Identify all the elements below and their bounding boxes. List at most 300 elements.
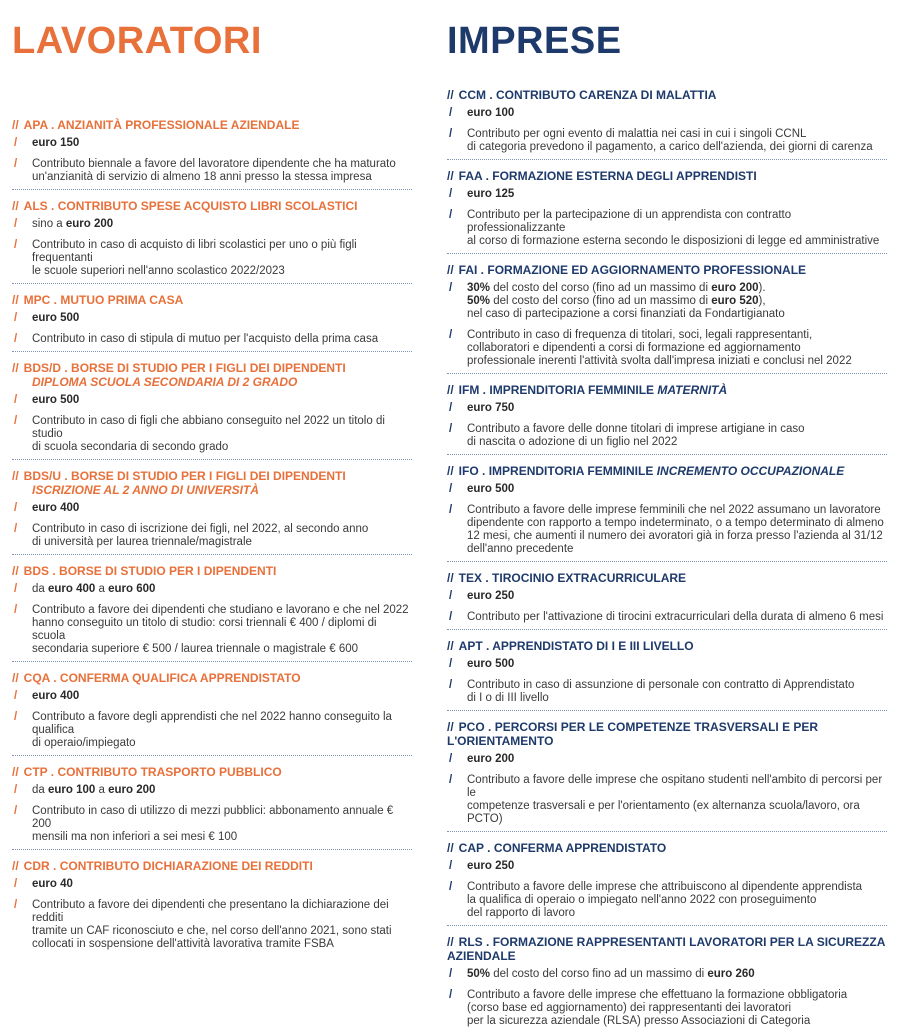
description-line: di categoria prevedono il pagamento, a carico dell'azienda, dei giorni di carenza: [467, 141, 873, 153]
double-slash-marker: //: [447, 263, 454, 277]
slash-marker: /: [449, 483, 453, 495]
amount-value: euro 200: [108, 784, 156, 796]
amount-line: [467, 282, 887, 295]
slash-marker: /: [449, 753, 453, 765]
amount-line: [467, 658, 887, 671]
benefit-entry: [12, 293, 412, 346]
entry-title: [12, 671, 412, 685]
entry-title: [447, 841, 887, 855]
amount-value: euro 500: [32, 394, 80, 406]
double-slash-marker: //: [12, 765, 19, 779]
description-line: Contributo in caso di acquisto di libri scolastici per uno o più figli frequentanti: [32, 239, 357, 264]
description-line: Contributo a favore degli apprendisti che nel 2022 hanno conseguito la qualifica: [32, 711, 392, 736]
entry-code: TEX: [458, 571, 483, 585]
slash-marker: /: [14, 137, 18, 149]
double-slash-marker: //: [12, 564, 19, 578]
entry-amount: [447, 188, 887, 201]
slash-marker: /: [449, 658, 453, 670]
dotted-divider: [447, 454, 887, 455]
entry-description: [447, 774, 887, 826]
amount-text: da: [32, 583, 48, 595]
entry-title: [447, 88, 887, 102]
amount-line: [467, 107, 887, 120]
code-separator: .: [47, 765, 58, 779]
entry-title: [447, 464, 887, 478]
amount-value: euro 400: [48, 583, 96, 595]
amount-line: [32, 784, 412, 797]
code-separator: .: [482, 571, 493, 585]
slash-marker: /: [449, 504, 453, 516]
entry-description: [12, 711, 412, 750]
entry-name: CONTRIBUTO TRASPORTO PUBBLICO: [57, 765, 282, 779]
entry-amount: [12, 312, 412, 325]
description-line: la qualifica di operaio o impiegato nell'anno 2022 con proseguimento: [467, 894, 817, 906]
entry-code: FAI: [458, 263, 478, 277]
amount-value: euro 400: [32, 502, 80, 514]
code-separator: .: [61, 361, 72, 375]
benefit-entry: [447, 935, 887, 1028]
entry-description: [12, 239, 412, 278]
entry-amount: [447, 658, 887, 671]
entry-amount: [447, 402, 887, 415]
entry-name: FORMAZIONE ED AGGIORNAMENTO PROFESSIONALE: [487, 263, 807, 277]
entry-description: [447, 504, 887, 556]
description-line: Contributo a favore dei dipendenti che studiano e lavorano e che nel 2022: [32, 604, 409, 616]
dotted-divider: [12, 849, 412, 850]
entry-description: [12, 899, 412, 951]
double-slash-marker: //: [12, 671, 19, 685]
double-slash-marker: //: [447, 88, 454, 102]
double-slash-marker: //: [447, 464, 454, 478]
entry-name: IMPRENDITORIA FEMMINILE: [488, 464, 654, 478]
description-line: collocati in sospensione dell'attività lavorativa tramite FSBA: [32, 938, 334, 950]
entry-description: [12, 158, 412, 184]
amount-text: a: [95, 784, 109, 796]
code-separator: .: [477, 263, 488, 277]
description-line: professionale inerenti l'attività svolta dall'impresa iniziati e conclusi nel 2022: [467, 355, 852, 367]
slash-marker: /: [14, 218, 18, 230]
entry-title: [447, 639, 887, 653]
companies-heading: IMPRESE: [447, 20, 622, 62]
entry-code: CDR: [23, 859, 50, 873]
description-line: Contributo in caso di stipula di mutuo per l'acquisto della prima casa: [32, 333, 379, 345]
dotted-divider: [12, 755, 412, 756]
amount-value: euro 260: [707, 968, 755, 980]
entry-name-italic: INCREMENTO OCCUPAZIONALE: [656, 464, 845, 478]
description-line: competenze trasversali e per l'orientamento (ex alternanza scuola/lavoro, ora PCTO): [467, 800, 860, 825]
benefit-entry: [447, 88, 887, 154]
entry-description: [12, 415, 412, 454]
dotted-divider: [12, 351, 412, 352]
amount-value: euro 250: [467, 860, 515, 872]
entry-title: [12, 293, 412, 307]
double-slash-marker: //: [447, 571, 454, 585]
description-line: mensili ma non inferiori a sei mesi € 100: [32, 831, 238, 843]
amount-line: [32, 583, 412, 596]
amount-text: sino a: [32, 218, 66, 230]
double-slash-marker: //: [12, 361, 19, 375]
description-line: Contributo a favore dei dipendenti che presentano la dichiarazione dei redditi: [32, 899, 389, 924]
amount-text: da: [32, 784, 48, 796]
code-separator: .: [482, 639, 493, 653]
amount-line: [32, 502, 412, 515]
amount-line: [467, 295, 887, 308]
entry-name: BORSE DI STUDIO PER I DIPENDENTI: [59, 564, 277, 578]
entry-code: APT: [458, 639, 483, 653]
slash-marker: /: [449, 128, 453, 140]
entry-amount: [12, 784, 412, 797]
entry-name-italic: MATERNITÀ: [657, 383, 728, 397]
entry-subtitle: ISCRIZIONE AL 2 ANNO DI UNIVERSITÀ: [32, 483, 259, 497]
dotted-divider: [447, 253, 887, 254]
description-line: collaboratori e dipendenti a corsi di formazione ed aggiornamento: [467, 342, 801, 354]
description-line: per la sicurezza aziendale (RLSA) presso Associazioni di Categoria: [467, 1015, 811, 1027]
code-separator: .: [47, 199, 58, 213]
description-line: di università per laurea triennale/magistrale: [32, 536, 252, 548]
description-line: Contributo per la partecipazione di un apprendista con contratto professionalizzante: [467, 209, 792, 234]
entry-name: CONFERMA APPRENDISTATO: [493, 841, 667, 855]
amount-value: euro 750: [467, 402, 515, 414]
dotted-divider: [12, 554, 412, 555]
slash-marker: /: [14, 394, 18, 406]
entry-amount: [12, 502, 412, 515]
code-separator: .: [49, 671, 60, 685]
double-slash-marker: //: [447, 383, 454, 397]
entry-name: TIROCINIO EXTRACURRICULARE: [492, 571, 687, 585]
amount-value: euro 200: [65, 218, 114, 230]
entry-name: BORSE DI STUDIO PER I FIGLI DEI DIPENDENTI: [71, 361, 346, 375]
entry-name: ANZIANITÀ PROFESSIONALE AZIENDALE: [57, 118, 300, 132]
code-separator: .: [479, 383, 490, 397]
description-line: di nascita o adozione di un figlio nel 2022: [467, 436, 678, 448]
description-line: secondaria superiore € 500 / laurea triennale o magistrale € 600: [32, 643, 359, 655]
amount-line: [32, 690, 412, 703]
entry-name: CONTRIBUTO SPESE ACQUISTO LIBRI SCOLASTICI: [57, 199, 358, 213]
amount-text: ).: [758, 282, 766, 294]
description-line: Contributo a favore delle imprese che effettuano la formazione obbligatoria: [467, 989, 848, 1001]
slash-marker: /: [14, 523, 18, 535]
amount-line: [467, 188, 887, 201]
amount-line: [467, 590, 887, 603]
entry-amount: [12, 690, 412, 703]
slash-marker: /: [449, 989, 453, 1001]
amount-text: nel caso di partecipazione a corsi finanziati da Fondartigianato: [467, 308, 785, 320]
dotted-divider: [447, 373, 887, 374]
amount-line: [32, 218, 412, 231]
entry-name: CONTRIBUTO DICHIARAZIONE DEI REDDITI: [59, 859, 313, 873]
amount-line: [467, 968, 887, 981]
entry-code: CAP: [458, 841, 484, 855]
amount-value: 30%: [467, 282, 491, 294]
entry-code: CTP: [23, 765, 48, 779]
entry-name: MUTUO PRIMA CASA: [60, 293, 184, 307]
benefit-entry: [447, 383, 887, 449]
entry-amount: [447, 107, 887, 120]
entry-title: [447, 383, 887, 397]
slash-marker: /: [14, 784, 18, 796]
code-separator: .: [49, 564, 60, 578]
entry-title: [447, 720, 887, 748]
slash-marker: /: [449, 968, 453, 980]
slash-marker: /: [14, 604, 18, 616]
description-line: 12 mesi, che aumenti il numero dei avoratori già in forza presso l'azienda al 31/12: [467, 530, 883, 542]
entry-name: APPRENDISTATO DI I E III LIVELLO: [492, 639, 694, 653]
description-line: di I o di III livello: [467, 692, 549, 704]
benefit-entry: [447, 464, 887, 556]
slash-marker: /: [449, 209, 453, 221]
description-line: dell'anno precedente: [467, 543, 574, 555]
amount-line: [32, 312, 412, 325]
amount-text: ),: [758, 295, 766, 307]
benefit-entry: [12, 859, 412, 951]
description-line: tramite un CAF riconosciuto e che, nel corso dell'anno 2021, sono stati: [32, 925, 392, 937]
description-line: Contributo per ogni evento di malattia nei casi in cui i singoli CCNL: [467, 128, 807, 140]
entry-title: [447, 263, 887, 277]
description-line: Contributo in caso di assunzione di personale con contratto di Apprendistato: [467, 679, 855, 691]
slash-marker: /: [449, 282, 453, 294]
entry-amount: [447, 753, 887, 766]
entry-description: [447, 128, 887, 154]
code-separator: .: [482, 935, 493, 949]
code-separator: .: [478, 464, 489, 478]
dotted-divider: [12, 459, 412, 460]
double-slash-marker: //: [12, 199, 19, 213]
entry-code: BDS: [23, 564, 50, 578]
code-separator: .: [61, 469, 72, 483]
slash-marker: /: [14, 805, 18, 817]
slash-marker: /: [14, 583, 18, 595]
benefit-entry: [12, 118, 412, 184]
amount-value: euro 100: [48, 784, 96, 796]
workers-heading: LAVORATORI: [12, 20, 262, 62]
benefit-entry: [447, 169, 887, 248]
code-separator: .: [482, 169, 493, 183]
entry-description: [12, 333, 412, 346]
slash-marker: /: [14, 899, 18, 911]
description-line: Contributo in caso di utilizzo di mezzi pubblici: abbonamento annuale € 200: [32, 805, 394, 830]
benefit-entry: [12, 765, 412, 844]
benefit-entry: [447, 841, 887, 920]
description-line: di scuola secondaria di secondo grado: [32, 441, 229, 453]
benefit-entry: [12, 469, 412, 549]
dotted-divider: [12, 661, 412, 662]
benefit-entry: [12, 671, 412, 750]
benefit-entry: [447, 263, 887, 368]
double-slash-marker: //: [12, 293, 19, 307]
amount-line: [32, 394, 412, 407]
amount-line: [32, 878, 412, 891]
benefit-entry: [12, 564, 412, 656]
benefit-entry: [12, 361, 412, 454]
slash-marker: /: [14, 711, 18, 723]
description-line: hanno conseguito un titolo di studio: corsi triennali € 400 / diplomi di scuola: [32, 617, 377, 642]
dotted-divider: [12, 283, 412, 284]
entry-description: [12, 604, 412, 656]
amount-line: [32, 137, 412, 150]
benefit-entry: [447, 639, 887, 705]
slash-marker: /: [449, 774, 453, 786]
entry-code: APA: [23, 118, 48, 132]
workers-entry-list: [12, 118, 412, 951]
description-line: un'anzianità di servizio di almeno 18 anni presso la stessa impresa: [32, 171, 372, 183]
description-line: Contributo a favore delle imprese femminili che nel 2022 assumano un lavoratore: [467, 504, 881, 516]
entry-name: CONTRIBUTO CARENZA DI MALATTIA: [496, 88, 717, 102]
entry-amount: [12, 878, 412, 891]
entry-code: BDS/D: [23, 361, 62, 375]
slash-marker: /: [449, 611, 453, 623]
amount-value: euro 600: [108, 583, 156, 595]
entry-description: [447, 679, 887, 705]
slash-marker: /: [449, 860, 453, 872]
entry-amount: [12, 394, 412, 407]
description-line: Contributo per l'attivazione di tirocini extracurriculari della durata di almeno 6 mesi: [467, 611, 884, 623]
double-slash-marker: //: [447, 935, 454, 949]
description-line: al corso di formazione esterna secondo le disposizioni di legge ed amministrative: [467, 235, 880, 247]
entry-amount: [12, 137, 412, 150]
description-line: del rapporto di lavoro: [467, 907, 576, 919]
benefit-entry: [447, 720, 887, 826]
slash-marker: /: [14, 415, 18, 427]
entry-code: RLS: [458, 935, 483, 949]
description-line: le scuole superiori nell'anno scolastico 2022/2023: [32, 265, 285, 277]
dotted-divider: [12, 189, 412, 190]
companies-entry-list: [447, 88, 887, 1028]
description-line: (corso base ed aggiornamento) dei rappresentanti dei lavoratori: [467, 1002, 792, 1014]
entry-title: [12, 361, 412, 389]
slash-marker: /: [14, 690, 18, 702]
amount-text: del costo del corso fino ad un massimo di: [490, 968, 708, 980]
entry-code: CQA: [23, 671, 50, 685]
double-slash-marker: //: [447, 169, 454, 183]
entry-code: MPC: [23, 293, 51, 307]
dotted-divider: [447, 629, 887, 630]
entry-title: [12, 118, 412, 132]
description-line: Contributo in caso di figli che abbiano conseguito nel 2022 un titolo di studio: [32, 415, 385, 440]
slash-marker: /: [14, 878, 18, 890]
entry-title: [447, 169, 887, 183]
slash-marker: /: [14, 158, 18, 170]
benefit-entry: [12, 199, 412, 278]
code-separator: .: [47, 118, 58, 132]
entry-description: [447, 881, 887, 920]
entry-title: [447, 571, 887, 585]
entry-name: CONFERMA QUALIFICA APPRENDISTATO: [59, 671, 301, 685]
entry-title: [12, 564, 412, 578]
double-slash-marker: //: [12, 118, 19, 132]
dotted-divider: [447, 925, 887, 926]
amount-value: euro 100: [467, 107, 515, 119]
slash-marker: /: [449, 881, 453, 893]
amount-text: a: [95, 583, 109, 595]
description-line: Contributo biennale a favore del lavoratore dipendente che ha maturato: [32, 158, 396, 170]
slash-marker: /: [449, 679, 453, 691]
entry-title: [12, 765, 412, 779]
entry-description: [447, 989, 887, 1028]
slash-marker: /: [449, 188, 453, 200]
slash-marker: /: [449, 402, 453, 414]
entry-description: [12, 805, 412, 844]
entry-amount: [447, 968, 887, 981]
amount-value: euro 500: [467, 658, 515, 670]
amount-value: euro 250: [467, 590, 515, 602]
description-line: di operaio/impiegato: [32, 737, 136, 749]
amount-value: euro 500: [467, 483, 515, 495]
entry-code: BDS/U: [23, 469, 62, 483]
amount-line: [467, 483, 887, 496]
description-line: Contributo a favore delle imprese che ospitano studenti nell'ambito di percorsi per le: [467, 774, 883, 799]
description-line: Contributo in caso di iscrizione dei figli, nel 2022, al secondo anno: [32, 523, 369, 535]
double-slash-marker: //: [447, 639, 454, 653]
entry-name: BORSE DI STUDIO PER I FIGLI DEI DIPENDENTI: [71, 469, 346, 483]
entry-title: [447, 935, 887, 963]
dotted-divider: [447, 159, 887, 160]
entry-code: IFO: [458, 464, 479, 478]
entry-name: IMPRENDITORIA FEMMINILE: [489, 383, 655, 397]
description-line: Contributo a favore delle donne titolari di imprese artigiane in caso: [467, 423, 805, 435]
entry-description: [447, 611, 887, 624]
slash-marker: /: [14, 239, 18, 251]
benefit-entry: [447, 571, 887, 624]
entry-amount: [447, 860, 887, 873]
slash-marker: /: [449, 423, 453, 435]
double-slash-marker: //: [447, 720, 454, 734]
slash-marker: /: [14, 312, 18, 324]
amount-value: euro 400: [32, 690, 80, 702]
amount-line: [467, 402, 887, 415]
entry-description: [12, 523, 412, 549]
entry-code: IFM: [458, 383, 480, 397]
entry-code: ALS: [23, 199, 48, 213]
entry-title: [12, 859, 412, 873]
slash-marker: /: [14, 502, 18, 514]
amount-value: euro 200: [467, 753, 515, 765]
slash-marker: /: [14, 333, 18, 345]
code-separator: .: [50, 293, 61, 307]
entry-name: FORMAZIONE ESTERNA DEGLI APPRENDISTI: [492, 169, 757, 183]
amount-value: euro 150: [32, 137, 80, 149]
amount-value: euro 40: [32, 878, 73, 890]
dotted-divider: [447, 710, 887, 711]
amount-text: del costo del corso (fino ad un massimo di: [490, 282, 712, 294]
entry-subtitle: DIPLOMA SCUOLA SECONDARIA DI 2 GRADO: [32, 375, 298, 389]
amount-value: euro 200: [711, 282, 759, 294]
amount-value: euro 500: [32, 312, 80, 324]
dotted-divider: [447, 831, 887, 832]
entry-description: [447, 423, 887, 449]
amount-line: [467, 308, 887, 321]
entry-description: [447, 329, 887, 368]
dotted-divider: [447, 561, 887, 562]
slash-marker: /: [449, 590, 453, 602]
entry-description: [447, 209, 887, 248]
entry-title: [12, 469, 412, 497]
entry-name: FORMAZIONE RAPPRESENTANTI LAVORATORI PER LA SICUREZZA AZIENDALE: [447, 935, 885, 963]
amount-value: euro 125: [467, 188, 515, 200]
double-slash-marker: //: [12, 859, 19, 873]
amount-line: [467, 860, 887, 873]
entry-amount: [447, 483, 887, 496]
slash-marker: /: [449, 107, 453, 119]
code-separator: .: [483, 841, 494, 855]
description-line: Contributo a favore delle imprese che attribuiscono al dipendente apprendista: [467, 881, 863, 893]
code-separator: .: [49, 859, 60, 873]
entry-name: PERCORSI PER LE COMPETENZE TRASVERSALI E PER L'ORIENTAMENTO: [447, 720, 819, 748]
entry-code: PCO: [458, 720, 485, 734]
amount-text: del costo del corso (fino ad un massimo di: [490, 295, 712, 307]
amount-line: [467, 753, 887, 766]
amount-value: 50%: [467, 968, 491, 980]
code-separator: .: [484, 720, 495, 734]
